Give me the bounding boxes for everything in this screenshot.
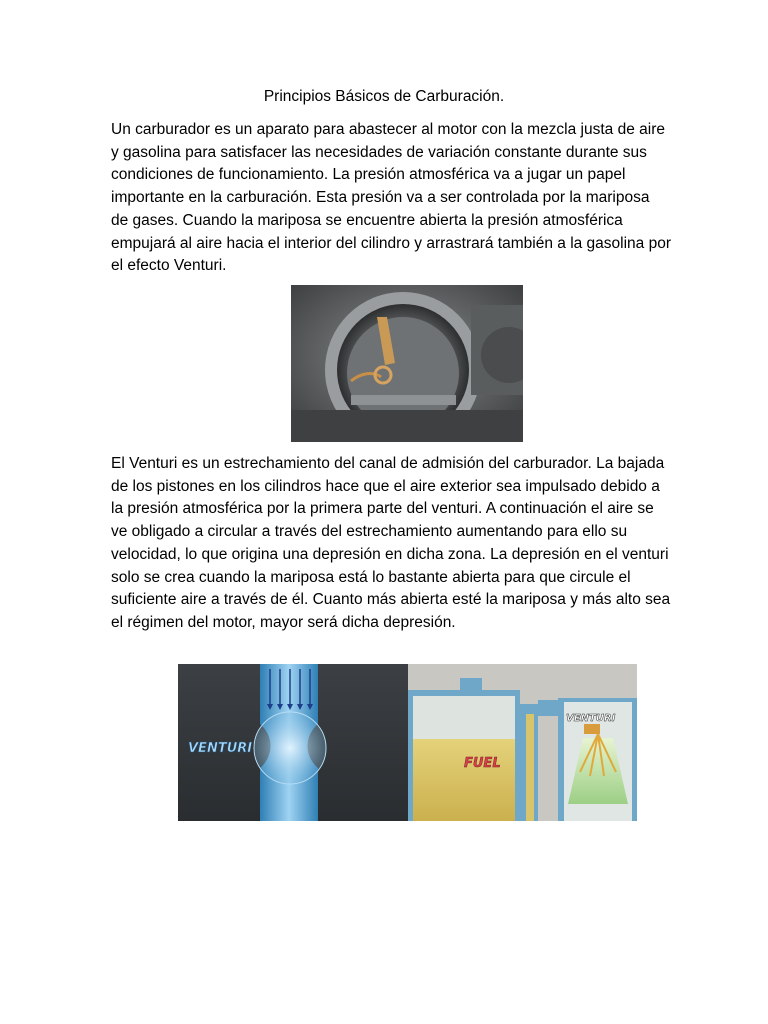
fuel-venturi-diagram — [408, 664, 637, 821]
intro-paragraph: Un carburador es un aparato para abastecer al motor con la mezcla justa de aire y gasolina para satisfacer las necesidades de variación constante durante sus condiciones de funcionamiento. La presión atmosférica va a jugar un papel importante en la carburación. Esta presión va a ser controlada por la mariposa de gases. Cuando la mariposa se encuentre abierta la presión atmosférica empujará al aire hacia el interior del cilindro y arrastrará también a la gasolina por el efecto Venturi. — [111, 121, 672, 275]
venturi-small-label: VENTURI — [566, 713, 616, 724]
venturi-paragraph: El Venturi es un estrechamiento del canal de admisión del carburador. La bajada de los pistones en los cilindros hace que el aire exterior sea impulsado debido a la presión atmosférica por la primera parte del venturi. A continuación el aire se ve obligado a circular a través del estrechamiento aumentando para ello su velocidad, lo que origina una depresión en dicha zona. La depresión en el venturi solo se crea cuando la mariposa está lo bastante abierta para que circule el suficiente aire a través de él. Cuanto más abierta esté la mariposa y más alto sea el régimen del motor, mayor será dicha depresión. — [111, 455, 671, 631]
carburetor-photo — [291, 285, 523, 442]
fuel-label: FUEL — [464, 756, 501, 771]
document-title: Principios Básicos de Carburación. — [263, 88, 505, 105]
venturi-diagram — [178, 664, 408, 821]
venturi-label: VENTURI — [188, 741, 253, 756]
